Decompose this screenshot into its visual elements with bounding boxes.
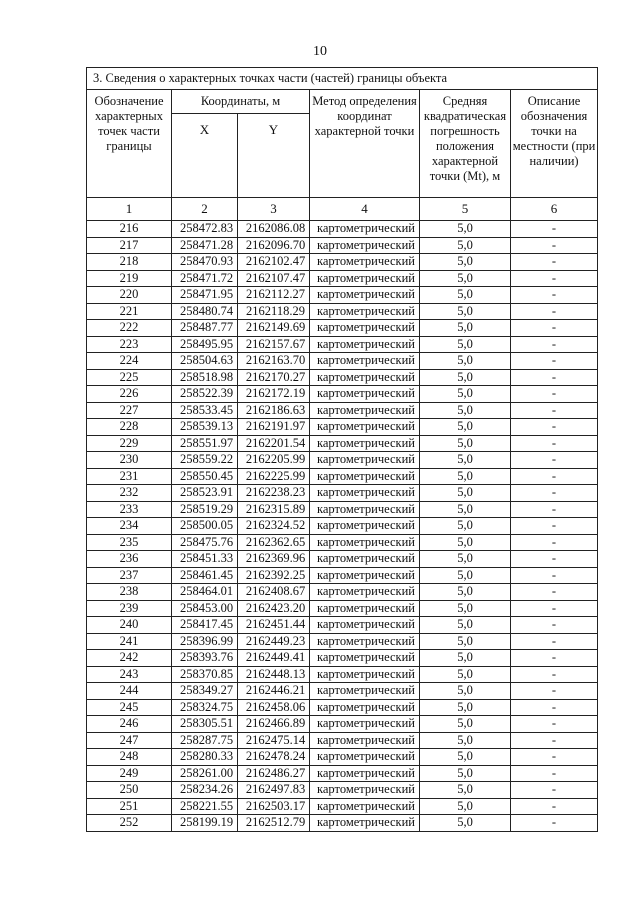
error-cell: 5,0 [420,353,511,370]
table-row [87,369,598,386]
method-cell: картометрический [310,419,420,436]
table-row [87,518,598,535]
description-cell: - [511,353,598,370]
method-cell: картометрический [310,320,420,337]
table-row [87,584,598,601]
description-cell: - [511,419,598,436]
y-coordinate-cell: 2162478.24 [238,749,310,766]
error-cell: 5,0 [420,485,511,502]
description-cell: - [511,782,598,799]
description-cell: - [511,732,598,749]
table-row [87,221,598,238]
x-coordinate-cell: 258305.51 [172,716,238,733]
y-coordinate-cell: 2162238.23 [238,485,310,502]
point-number-cell: 250 [87,782,172,799]
description-cell: - [511,518,598,535]
error-cell: 5,0 [420,551,511,568]
method-cell: картометрический [310,567,420,584]
method-cell: картометрический [310,798,420,815]
y-coordinate-cell: 2162512.79 [238,815,310,832]
table-row [87,501,598,518]
x-coordinate-cell: 258539.13 [172,419,238,436]
point-number-cell: 247 [87,732,172,749]
table-row [87,798,598,815]
y-coordinate-cell: 2162157.67 [238,336,310,353]
error-cell: 5,0 [420,782,511,799]
description-cell: - [511,369,598,386]
error-cell: 5,0 [420,699,511,716]
x-coordinate-cell: 258522.39 [172,386,238,403]
table-row [87,386,598,403]
description-cell: - [511,551,598,568]
method-cell: картометрический [310,732,420,749]
description-cell: - [511,221,598,238]
point-number-cell: 240 [87,617,172,634]
error-cell: 5,0 [420,617,511,634]
method-cell: картометрический [310,485,420,502]
header-error: Средняя квадратическая погрешность положения характерной точки (Mt), м [420,90,511,198]
method-cell: картометрический [310,633,420,650]
x-coordinate-cell: 258199.19 [172,815,238,832]
point-number-cell: 234 [87,518,172,535]
point-number-cell: 217 [87,237,172,254]
y-coordinate-cell: 2162149.69 [238,320,310,337]
method-cell: картометрический [310,716,420,733]
point-number-cell: 226 [87,386,172,403]
y-coordinate-cell: 2162369.96 [238,551,310,568]
table-row [87,237,598,254]
x-coordinate-cell: 258487.77 [172,320,238,337]
point-number-cell: 242 [87,650,172,667]
x-coordinate-cell: 258221.55 [172,798,238,815]
method-cell: картометрический [310,353,420,370]
x-coordinate-cell: 258472.83 [172,221,238,238]
x-coordinate-cell: 258464.01 [172,584,238,601]
y-coordinate-cell: 2162172.19 [238,386,310,403]
error-cell: 5,0 [420,386,511,403]
method-cell: картометрический [310,501,420,518]
point-number-cell: 244 [87,683,172,700]
description-cell: - [511,798,598,815]
description-cell: - [511,666,598,683]
error-cell: 5,0 [420,254,511,271]
x-coordinate-cell: 258471.72 [172,270,238,287]
table-row [87,782,598,799]
point-number-cell: 224 [87,353,172,370]
x-coordinate-cell: 258451.33 [172,551,238,568]
method-cell: картометрический [310,270,420,287]
x-coordinate-cell: 258559.22 [172,452,238,469]
column-number: 4 [310,198,420,221]
y-coordinate-cell: 2162392.25 [238,567,310,584]
error-cell: 5,0 [420,435,511,452]
x-coordinate-cell: 258480.74 [172,303,238,320]
y-coordinate-cell: 2162102.47 [238,254,310,271]
error-cell: 5,0 [420,320,511,337]
table-row [87,303,598,320]
table-row [87,815,598,832]
error-cell: 5,0 [420,237,511,254]
y-coordinate-cell: 2162446.21 [238,683,310,700]
y-coordinate-cell: 2162163.70 [238,353,310,370]
header-point: Обозначение характерных точек части границы [87,90,172,198]
y-coordinate-cell: 2162225.99 [238,468,310,485]
method-cell: картометрический [310,815,420,832]
x-coordinate-cell: 258349.27 [172,683,238,700]
method-cell: картометрический [310,237,420,254]
description-cell: - [511,567,598,584]
header-method: Метод определения координат характерной точки [310,90,420,198]
description-cell: - [511,386,598,403]
point-number-cell: 252 [87,815,172,832]
y-coordinate-cell: 2162503.17 [238,798,310,815]
table-body [87,221,598,832]
column-number: 1 [87,198,172,221]
method-cell: картометрический [310,584,420,601]
description-cell: - [511,765,598,782]
point-number-cell: 227 [87,402,172,419]
point-number-cell: 228 [87,419,172,436]
y-coordinate-cell: 2162170.27 [238,369,310,386]
point-number-cell: 233 [87,501,172,518]
x-coordinate-cell: 258523.91 [172,485,238,502]
table-row [87,650,598,667]
method-cell: картометрический [310,386,420,403]
column-number: 2 [172,198,238,221]
description-cell: - [511,485,598,502]
error-cell: 5,0 [420,666,511,683]
description-cell: - [511,815,598,832]
x-coordinate-cell: 258461.45 [172,567,238,584]
y-coordinate-cell: 2162324.52 [238,518,310,535]
error-cell: 5,0 [420,584,511,601]
header-y: Y [238,114,310,198]
point-number-cell: 232 [87,485,172,502]
error-cell: 5,0 [420,501,511,518]
description-cell: - [511,501,598,518]
point-number-cell: 245 [87,699,172,716]
point-number-cell: 229 [87,435,172,452]
y-coordinate-cell: 2162107.47 [238,270,310,287]
error-cell: 5,0 [420,468,511,485]
description-cell: - [511,254,598,271]
error-cell: 5,0 [420,633,511,650]
x-coordinate-cell: 258471.95 [172,287,238,304]
y-coordinate-cell: 2162118.29 [238,303,310,320]
y-coordinate-cell: 2162186.63 [238,402,310,419]
column-number: 3 [238,198,310,221]
description-cell: - [511,633,598,650]
description-cell: - [511,683,598,700]
y-coordinate-cell: 2162205.99 [238,452,310,469]
point-number-cell: 246 [87,716,172,733]
point-number-cell: 219 [87,270,172,287]
point-number-cell: 221 [87,303,172,320]
point-number-cell: 223 [87,336,172,353]
error-cell: 5,0 [420,600,511,617]
method-cell: картометрический [310,617,420,634]
y-coordinate-cell: 2162449.23 [238,633,310,650]
x-coordinate-cell: 258500.05 [172,518,238,535]
x-coordinate-cell: 258393.76 [172,650,238,667]
table-row [87,716,598,733]
x-coordinate-cell: 258234.26 [172,782,238,799]
description-cell: - [511,320,598,337]
point-number-cell: 216 [87,221,172,238]
description-cell: - [511,600,598,617]
y-coordinate-cell: 2162475.14 [238,732,310,749]
table-row [87,270,598,287]
point-number-cell: 239 [87,600,172,617]
error-cell: 5,0 [420,732,511,749]
x-coordinate-cell: 258370.85 [172,666,238,683]
error-cell: 5,0 [420,270,511,287]
description-cell: - [511,716,598,733]
page-number: 10 [313,44,327,59]
y-coordinate-cell: 2162451.44 [238,617,310,634]
method-cell: картометрический [310,468,420,485]
y-coordinate-cell: 2162458.06 [238,699,310,716]
description-cell: - [511,237,598,254]
description-cell: - [511,534,598,551]
method-cell: картометрический [310,765,420,782]
y-coordinate-cell: 2162466.89 [238,716,310,733]
method-cell: картометрический [310,666,420,683]
table-row [87,600,598,617]
point-number-cell: 251 [87,798,172,815]
table-row [87,699,598,716]
error-cell: 5,0 [420,650,511,667]
table-row [87,765,598,782]
description-cell: - [511,452,598,469]
description-cell: - [511,270,598,287]
point-number-cell: 237 [87,567,172,584]
point-number-cell: 230 [87,452,172,469]
description-cell: - [511,468,598,485]
description-cell: - [511,650,598,667]
table-row [87,336,598,353]
description-cell: - [511,584,598,601]
point-number-cell: 222 [87,320,172,337]
method-cell: картометрический [310,534,420,551]
point-number-cell: 241 [87,633,172,650]
column-numbers-row [87,198,598,221]
table-row [87,254,598,271]
error-cell: 5,0 [420,716,511,733]
y-coordinate-cell: 2162448.13 [238,666,310,683]
error-cell: 5,0 [420,402,511,419]
header-x: X [172,114,238,198]
description-cell: - [511,287,598,304]
error-cell: 5,0 [420,221,511,238]
description-cell: - [511,336,598,353]
table-row [87,419,598,436]
x-coordinate-cell: 258475.76 [172,534,238,551]
y-coordinate-cell: 2162191.97 [238,419,310,436]
x-coordinate-cell: 258504.63 [172,353,238,370]
y-coordinate-cell: 2162423.20 [238,600,310,617]
table-row [87,287,598,304]
table-row [87,435,598,452]
table-row [87,633,598,650]
point-number-cell: 238 [87,584,172,601]
error-cell: 5,0 [420,419,511,436]
table-row [87,567,598,584]
header-coordinates: Координаты, м [172,90,310,114]
table-row [87,353,598,370]
method-cell: картометрический [310,452,420,469]
error-cell: 5,0 [420,452,511,469]
y-coordinate-cell: 2162497.83 [238,782,310,799]
table-row [87,485,598,502]
x-coordinate-cell: 258261.00 [172,765,238,782]
boundary-points-table [86,67,598,832]
method-cell: картометрический [310,254,420,271]
table-row [87,402,598,419]
y-coordinate-cell: 2162449.41 [238,650,310,667]
point-number-cell: 218 [87,254,172,271]
point-number-cell: 231 [87,468,172,485]
x-coordinate-cell: 258324.75 [172,699,238,716]
error-cell: 5,0 [420,815,511,832]
error-cell: 5,0 [420,336,511,353]
description-cell: - [511,435,598,452]
y-coordinate-cell: 2162201.54 [238,435,310,452]
point-number-cell: 225 [87,369,172,386]
method-cell: картометрический [310,650,420,667]
table-row [87,749,598,766]
description-cell: - [511,402,598,419]
error-cell: 5,0 [420,683,511,700]
method-cell: картометрический [310,782,420,799]
error-cell: 5,0 [420,518,511,535]
x-coordinate-cell: 258396.99 [172,633,238,650]
point-number-cell: 236 [87,551,172,568]
y-coordinate-cell: 2162112.27 [238,287,310,304]
x-coordinate-cell: 258470.93 [172,254,238,271]
method-cell: картометрический [310,518,420,535]
table-row [87,666,598,683]
point-number-cell: 220 [87,287,172,304]
description-cell: - [511,617,598,634]
error-cell: 5,0 [420,303,511,320]
table-row [87,732,598,749]
description-cell: - [511,749,598,766]
method-cell: картометрический [310,336,420,353]
method-cell: картометрический [310,435,420,452]
table-row [87,468,598,485]
method-cell: картометрический [310,221,420,238]
error-cell: 5,0 [420,798,511,815]
method-cell: картометрический [310,369,420,386]
y-coordinate-cell: 2162408.67 [238,584,310,601]
table-row [87,551,598,568]
method-cell: картометрический [310,402,420,419]
y-coordinate-cell: 2162096.70 [238,237,310,254]
method-cell: картометрический [310,749,420,766]
error-cell: 5,0 [420,567,511,584]
method-cell: картометрический [310,303,420,320]
y-coordinate-cell: 2162486.27 [238,765,310,782]
x-coordinate-cell: 258280.33 [172,749,238,766]
method-cell: картометрический [310,683,420,700]
error-cell: 5,0 [420,369,511,386]
method-cell: картометрический [310,600,420,617]
x-coordinate-cell: 258417.45 [172,617,238,634]
table-row [87,683,598,700]
table-row [87,617,598,634]
error-cell: 5,0 [420,749,511,766]
point-number-cell: 249 [87,765,172,782]
x-coordinate-cell: 258533.45 [172,402,238,419]
y-coordinate-cell: 2162086.08 [238,221,310,238]
point-number-cell: 235 [87,534,172,551]
x-coordinate-cell: 258551.97 [172,435,238,452]
x-coordinate-cell: 258287.75 [172,732,238,749]
point-number-cell: 243 [87,666,172,683]
x-coordinate-cell: 258518.98 [172,369,238,386]
method-cell: картометрический [310,699,420,716]
method-cell: картометрический [310,551,420,568]
section-title: 3. Сведения о характерных точках части (частей) границы объекта [87,68,598,90]
method-cell: картометрический [310,287,420,304]
x-coordinate-cell: 258495.95 [172,336,238,353]
table-row [87,534,598,551]
error-cell: 5,0 [420,765,511,782]
x-coordinate-cell: 258519.29 [172,501,238,518]
description-cell: - [511,303,598,320]
x-coordinate-cell: 258471.28 [172,237,238,254]
y-coordinate-cell: 2162362.65 [238,534,310,551]
table-row [87,320,598,337]
column-number: 5 [420,198,511,221]
table-row [87,452,598,469]
x-coordinate-cell: 258453.00 [172,600,238,617]
error-cell: 5,0 [420,534,511,551]
header-description: Описание обозначения точки на местности (при наличии) [511,90,598,198]
error-cell: 5,0 [420,287,511,304]
description-cell: - [511,699,598,716]
column-number: 6 [511,198,598,221]
y-coordinate-cell: 2162315.89 [238,501,310,518]
point-number-cell: 248 [87,749,172,766]
x-coordinate-cell: 258550.45 [172,468,238,485]
